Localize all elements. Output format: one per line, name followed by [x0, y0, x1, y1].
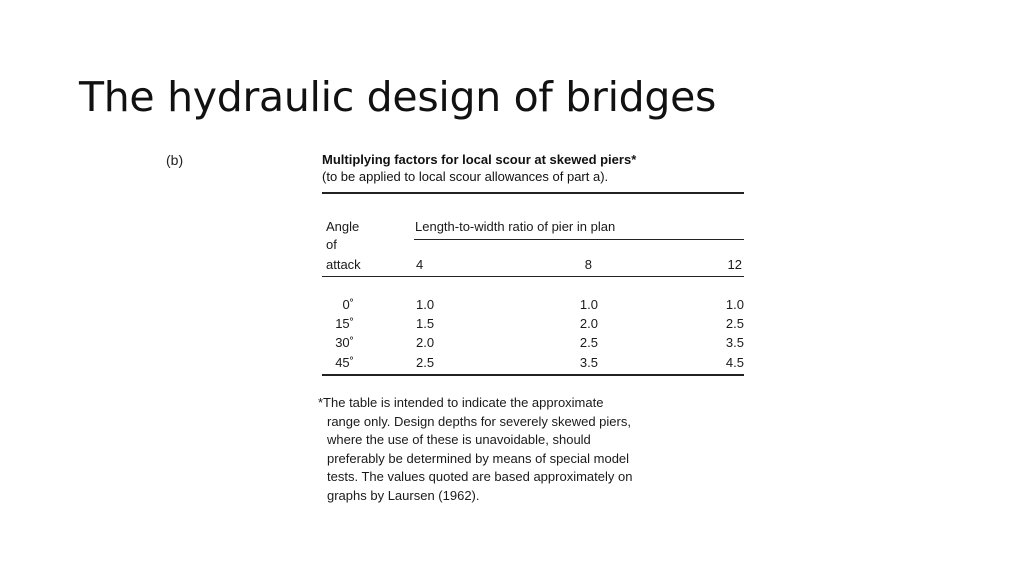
- caption-heading: Multiplying factors for local scour at skewed piers*: [322, 152, 637, 167]
- table-top-rule: [322, 192, 744, 194]
- angle-cell: 30˚: [335, 335, 354, 350]
- table-cell: 1.0: [725, 297, 744, 312]
- angle-cell: 15˚: [335, 316, 354, 331]
- ratio-column-header: 4: [416, 257, 424, 272]
- header-bottom-rule: [322, 276, 744, 277]
- footnote-line: where the use of these is unavoidable, should: [327, 432, 591, 447]
- table-caption: [322, 151, 762, 185]
- table-cell: 2.5: [416, 355, 435, 370]
- angle-cell: 45˚: [335, 355, 354, 370]
- row-header-line: of: [326, 237, 337, 252]
- table-cell: 1.5: [416, 316, 435, 331]
- table-cell: 3.5: [579, 355, 598, 370]
- table-footnote: [318, 394, 758, 505]
- table-cell: 2.0: [579, 316, 598, 331]
- table-cell: 2.5: [725, 316, 744, 331]
- table-cell: 2.5: [579, 335, 598, 350]
- ratio-column-header: 8: [584, 257, 592, 272]
- row-header-line: Angle: [326, 219, 360, 234]
- footnote-line: tests. The values quoted are based approximately on: [327, 469, 633, 484]
- ratio-column-header: 12: [727, 257, 742, 272]
- group-header-rule: [414, 239, 744, 240]
- row-header-line: attack: [326, 257, 361, 272]
- table-cell: 1.0: [579, 297, 598, 312]
- footnote-line: preferably be determined by means of special model: [327, 450, 630, 466]
- table-cell: 4.5: [725, 355, 744, 370]
- table-cell: 2.0: [416, 335, 435, 350]
- table-bottom-rule: [322, 374, 744, 376]
- figure-part-label: (b): [166, 152, 184, 168]
- table-cell: 3.5: [725, 335, 744, 350]
- angle-cell: 0˚: [342, 297, 354, 312]
- table-cell: 1.0: [416, 297, 435, 312]
- group-header: Length-to-width ratio of pier in plan: [415, 219, 616, 234]
- footnote-line: *The table is intended to indicate the approximate: [318, 395, 604, 410]
- footnote-line: range only. Design depths for severely skewed piers,: [327, 413, 631, 429]
- caption-subtitle: (to be applied to local scour allowances of part a).: [322, 169, 609, 184]
- footnote-line: graphs by Laursen (1962).: [327, 487, 480, 503]
- slide-title: The hydraulic design of bridges: [79, 73, 717, 122]
